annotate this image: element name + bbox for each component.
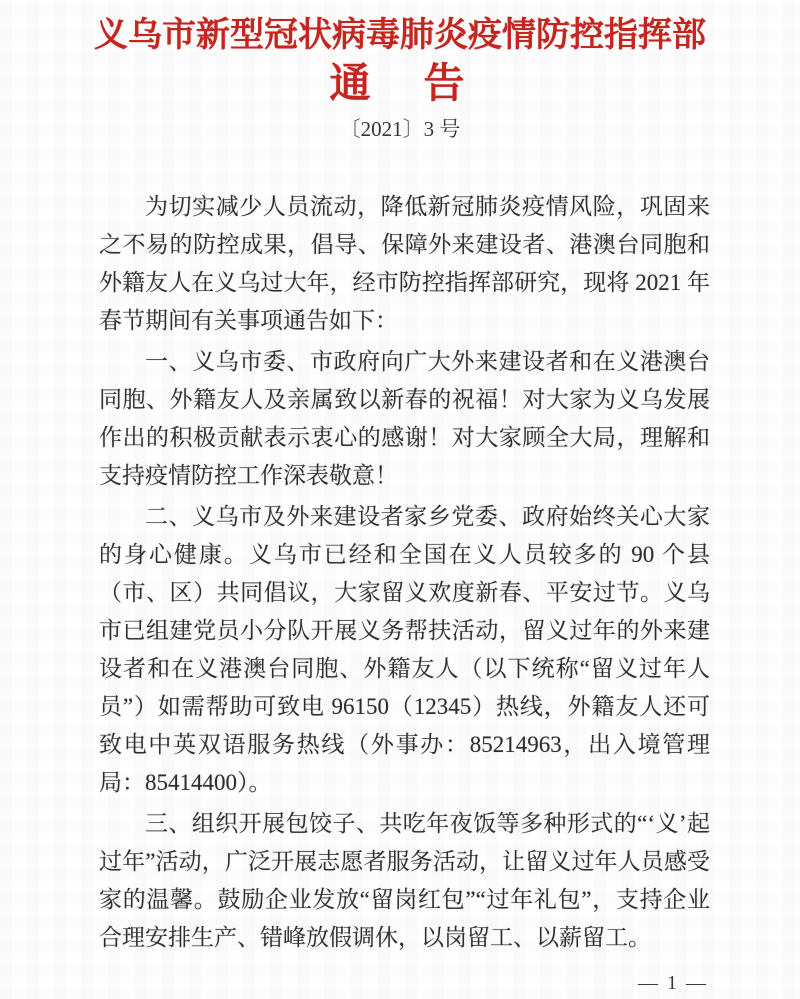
doc-number: 〔2021〕3 号 xyxy=(339,117,461,141)
paragraph-intro: 为切实减少人员流动，降低新冠肺炎疫情风险，巩固来之不易的防控成果，倡导、保障外来建设者、港澳台同胞和外籍友人在义乌过大年，经市防控指挥部研究，现将 2021 年春节期间有关事项通告如下： xyxy=(99,194,710,333)
paragraph-item-2: 二、义乌市及外来建设者家乡党委、政府始终关心大家的身心健康。义乌市已经和全国在义人员较多的 90 个县（市、区）共同倡议，大家留义欢度新春、平安过节。义乌市已组建党员小分队开展义务帮扶活动，留义过年的外来建设者和在义港澳台同胞、外籍友人（以下统称“留义过年人员”）如需帮助可致电 96150（12345）热线，外籍友人还可致电中英双语服务热线（外事办：85214963，出入境管理局：85414400）。 xyxy=(99,504,710,795)
org-title: 义乌市新型冠状病毒肺炎疫情防控指挥部 xyxy=(94,17,706,54)
paragraph-item-3: 三、组织开展包饺子、共吃年夜饭等多种形式的“‘义’起过年”活动，广泛开展志愿者服务活动，让留义过年人员感受家的温馨。鼓励企业发放“留岗红包”“过年礼包”，支持企业合理安排生产、错峰放假调休，以岗留工、以薪留工。 xyxy=(99,811,710,950)
paragraph-item-1: 一、义乌市委、市政府向广大外来建设者和在义港澳台同胞、外籍友人及亲属致以新春的祝福！对大家为义乌发展作出的积极贡献表示衷心的感谢！对大家顾全大局，理解和支持疫情防控工作深表敬意！ xyxy=(99,349,710,488)
notice-body xyxy=(0,188,800,957)
page-footer xyxy=(0,960,800,995)
page-number: — 1 — xyxy=(638,972,708,994)
doc-title: 通 告 xyxy=(329,60,471,106)
